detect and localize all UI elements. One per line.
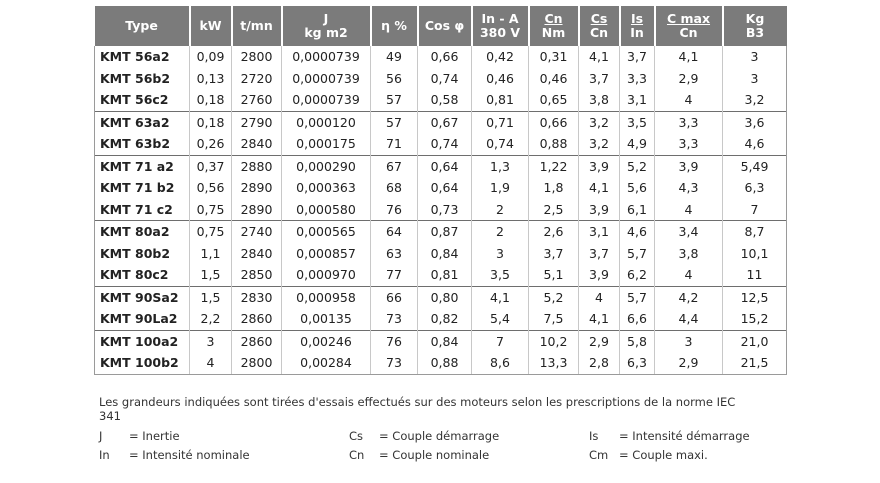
motor-type-cell: KMT 80a2 [95, 221, 190, 243]
table-cell: 0,000857 [282, 243, 371, 265]
table-cell: 5,7 [620, 286, 655, 308]
column-header [723, 6, 787, 46]
table-cell: 76 [371, 199, 418, 221]
column-header-line1: J [323, 11, 329, 26]
table-cell: 0,00246 [282, 330, 371, 352]
table-cell: 63 [371, 243, 418, 265]
table-cell: 57 [371, 89, 418, 111]
table-cell: 0,84 [418, 330, 472, 352]
table-cell: 0,000120 [282, 111, 371, 133]
column-header-line1: Cos φ [424, 18, 465, 33]
motor-type-cell: KMT 100a2 [95, 330, 190, 352]
column-header-line1: Type [125, 18, 158, 33]
table-cell: 4 [190, 352, 232, 374]
column-header [95, 6, 190, 46]
table-cell: 2,9 [655, 68, 723, 90]
table-cell: 4 [655, 89, 723, 111]
table-cell: 67 [371, 155, 418, 177]
table-cell: 3,3 [655, 133, 723, 155]
table-cell: 1,5 [190, 286, 232, 308]
table-cell: 5,6 [620, 177, 655, 199]
table-cell: 3,9 [579, 264, 620, 286]
table-cell: 2720 [232, 68, 282, 90]
table-cell: 2840 [232, 133, 282, 155]
table-cell: 12,5 [723, 286, 787, 308]
table-row [95, 221, 787, 243]
table-cell: 10,1 [723, 243, 787, 265]
table-cell: 3,7 [579, 68, 620, 90]
legend-abbr: Cn [349, 448, 365, 462]
table-cell: 0,88 [418, 352, 472, 374]
table-cell: 0,09 [190, 46, 232, 68]
table-cell: 0,0000739 [282, 68, 371, 90]
legend-def: = Intensité démarrage [619, 429, 750, 443]
column-header-line2: Cn [679, 25, 698, 40]
table-cell: 0,81 [418, 264, 472, 286]
table-cell: 5,8 [620, 330, 655, 352]
motor-type-cell: KMT 71 b2 [95, 177, 190, 199]
column-header [190, 6, 232, 46]
table-cell: 3,9 [579, 155, 620, 177]
table-cell: 6,6 [620, 308, 655, 330]
table-cell: 0,66 [418, 46, 472, 68]
table-cell: 0,81 [472, 89, 529, 111]
table-row [95, 264, 787, 286]
table-cell: 71 [371, 133, 418, 155]
motor-type-cell: KMT 71 c2 [95, 199, 190, 221]
table-cell: 0,000290 [282, 155, 371, 177]
table-cell: 6,3 [620, 352, 655, 374]
table-cell: 3,8 [655, 243, 723, 265]
column-header-line1: Cn [544, 11, 563, 26]
table-cell: 49 [371, 46, 418, 68]
table-cell: 1,8 [529, 177, 579, 199]
table-row [95, 199, 787, 221]
legend-inertia [99, 429, 180, 443]
table-cell: 2740 [232, 221, 282, 243]
table-cell: 0,000175 [282, 133, 371, 155]
column-header-line2: Cn [589, 25, 609, 40]
table-cell: 3,1 [579, 221, 620, 243]
table-cell: 3,7 [620, 46, 655, 68]
column-header-line2: B3 [745, 25, 765, 40]
column-header [282, 6, 371, 46]
table-cell: 0,64 [418, 155, 472, 177]
legend-nominal-current [99, 448, 250, 462]
table-cell: 4,6 [723, 133, 787, 155]
motor-type-cell: KMT 100b2 [95, 352, 190, 374]
table-body [95, 46, 787, 374]
table-cell: 2880 [232, 155, 282, 177]
table-cell: 4,6 [620, 221, 655, 243]
motor-type-cell: KMT 80b2 [95, 243, 190, 265]
table-cell: 4,1 [655, 46, 723, 68]
table-cell: 0,82 [418, 308, 472, 330]
table-cell: 3,2 [723, 89, 787, 111]
column-header-line1: η % [381, 18, 407, 33]
footnote: Les grandeurs indiquées sont tirées d'essais effectués sur des moteurs selon les prescriptions de la norme IEC 341 [99, 395, 736, 423]
table-cell: 7 [472, 330, 529, 352]
table-cell: 15,2 [723, 308, 787, 330]
table-cell: 0,88 [529, 133, 579, 155]
table-cell: 0,73 [418, 199, 472, 221]
table-cell: 7,5 [529, 308, 579, 330]
motor-type-cell: KMT 56a2 [95, 46, 190, 68]
table-cell: 0,000958 [282, 286, 371, 308]
legend-def: = Inertie [129, 429, 180, 443]
table-cell: 5,1 [529, 264, 579, 286]
motor-type-cell: KMT 63b2 [95, 133, 190, 155]
table-cell: 3,3 [655, 111, 723, 133]
motor-type-cell: KMT 90Sa2 [95, 286, 190, 308]
table-cell: 0,64 [418, 177, 472, 199]
table-row [95, 46, 787, 68]
legend-nominal-torque [349, 448, 489, 462]
table-cell: 6,2 [620, 264, 655, 286]
table-row [95, 330, 787, 352]
header-row [95, 6, 787, 46]
table-cell: 4,1 [579, 308, 620, 330]
table-cell: 2800 [232, 352, 282, 374]
column-header [232, 6, 282, 46]
table-cell: 5,2 [529, 286, 579, 308]
column-header [655, 6, 723, 46]
table-cell: 4,1 [579, 177, 620, 199]
table-cell: 0,75 [190, 199, 232, 221]
table-cell: 76 [371, 330, 418, 352]
table-cell: 3,1 [620, 89, 655, 111]
legend-def: = Couple maxi. [619, 448, 708, 462]
table-cell: 2 [472, 221, 529, 243]
table-cell: 0,46 [472, 68, 529, 90]
table-cell: 0,65 [529, 89, 579, 111]
column-header [529, 6, 579, 46]
column-header-line1: Is [630, 11, 644, 26]
table-cell: 3 [190, 330, 232, 352]
table-cell: 3 [723, 46, 787, 68]
motor-type-cell: KMT 63a2 [95, 111, 190, 133]
table-cell: 0,74 [418, 68, 472, 90]
table-row [95, 155, 787, 177]
table-cell: 2,5 [529, 199, 579, 221]
table-cell: 2890 [232, 199, 282, 221]
table-cell: 4,3 [655, 177, 723, 199]
legend-def: = Couple démarrage [379, 429, 500, 443]
table-cell: 5,7 [620, 243, 655, 265]
table-cell: 2,6 [529, 221, 579, 243]
table-row [95, 111, 787, 133]
table-cell: 1,22 [529, 155, 579, 177]
column-header-line2: kg m2 [304, 25, 348, 40]
table-cell: 3 [472, 243, 529, 265]
table-cell: 4,4 [655, 308, 723, 330]
table-cell: 0,000970 [282, 264, 371, 286]
table-row [95, 286, 787, 308]
table-cell: 2840 [232, 243, 282, 265]
table-cell: 73 [371, 352, 418, 374]
table-cell: 0,80 [418, 286, 472, 308]
table-cell: 3,7 [579, 243, 620, 265]
table-cell: 0,000363 [282, 177, 371, 199]
motor-type-cell: KMT 90La2 [95, 308, 190, 330]
table-cell: 6,1 [620, 199, 655, 221]
table-cell: 1,3 [472, 155, 529, 177]
table-cell: 0,46 [529, 68, 579, 90]
table-cell: 0,74 [472, 133, 529, 155]
table-cell: 0,26 [190, 133, 232, 155]
legend-abbr: Cm [589, 448, 609, 462]
table-cell: 0,18 [190, 111, 232, 133]
table-cell: 2 [472, 199, 529, 221]
table-cell: 3 [655, 330, 723, 352]
column-header-line1: C max [666, 11, 711, 26]
table-row [95, 133, 787, 155]
column-header-line2: In [630, 25, 644, 40]
table-cell: 0,0000739 [282, 46, 371, 68]
table-cell: 57 [371, 111, 418, 133]
motor-type-cell: KMT 80c2 [95, 264, 190, 286]
motor-type-cell: KMT 56c2 [95, 89, 190, 111]
column-header-line1: Cs [590, 11, 608, 26]
table-cell: 2,9 [655, 352, 723, 374]
legend-starting-current [589, 429, 750, 443]
table-cell: 0,00135 [282, 308, 371, 330]
column-header-line1: In - A [481, 11, 519, 26]
motor-type-cell: KMT 56b2 [95, 68, 190, 90]
table-cell: 73 [371, 308, 418, 330]
table-cell: 66 [371, 286, 418, 308]
table-cell: 5,49 [723, 155, 787, 177]
table-cell: 1,5 [190, 264, 232, 286]
table-cell: 3,3 [620, 68, 655, 90]
table-cell: 0,75 [190, 221, 232, 243]
table-cell: 7 [723, 199, 787, 221]
table-cell: 13,3 [529, 352, 579, 374]
table-cell: 2,8 [579, 352, 620, 374]
table-cell: 11 [723, 264, 787, 286]
table-cell: 3,6 [723, 111, 787, 133]
table-cell: 77 [371, 264, 418, 286]
table-cell: 5,4 [472, 308, 529, 330]
table-cell: 0,000565 [282, 221, 371, 243]
table-cell: 3,9 [655, 155, 723, 177]
table-cell: 0,37 [190, 155, 232, 177]
table-cell: 4,1 [472, 286, 529, 308]
table-cell: 21,5 [723, 352, 787, 374]
table-cell: 3,5 [472, 264, 529, 286]
table-cell: 2,9 [579, 330, 620, 352]
table-cell: 2,2 [190, 308, 232, 330]
table-cell: 8,7 [723, 221, 787, 243]
table-cell: 2760 [232, 89, 282, 111]
table-cell: 4,1 [579, 46, 620, 68]
table-cell: 56 [371, 68, 418, 90]
table-cell: 0,18 [190, 89, 232, 111]
column-header-line1: kW [199, 18, 222, 33]
table-cell: 3,4 [655, 221, 723, 243]
table-cell: 3,2 [579, 133, 620, 155]
column-header-line2: Nm [541, 25, 566, 40]
table-row [95, 89, 787, 111]
table-row [95, 177, 787, 199]
table-cell: 3,2 [579, 111, 620, 133]
legend-starting-torque [349, 429, 499, 443]
table-cell: 2860 [232, 330, 282, 352]
table-cell: 3,7 [529, 243, 579, 265]
table-cell: 21,0 [723, 330, 787, 352]
table-cell: 0,67 [418, 111, 472, 133]
table-cell: 2890 [232, 177, 282, 199]
column-header-line2: 380 V [479, 25, 521, 40]
motor-spec-table [94, 6, 787, 375]
column-header [371, 6, 418, 46]
table-header [95, 6, 787, 46]
table-cell: 0,71 [472, 111, 529, 133]
table-cell: 2850 [232, 264, 282, 286]
column-header [620, 6, 655, 46]
table-row [95, 68, 787, 90]
table-cell: 8,6 [472, 352, 529, 374]
table-cell: 0,31 [529, 46, 579, 68]
table-cell: 68 [371, 177, 418, 199]
table-cell: 0,74 [418, 133, 472, 155]
column-header-line1: t/mn [240, 18, 273, 33]
legend-abbr: Is [589, 429, 599, 443]
column-header [579, 6, 620, 46]
legend-def: = Couple nominale [379, 448, 490, 462]
table-cell: 10,2 [529, 330, 579, 352]
table-cell: 0,58 [418, 89, 472, 111]
table-cell: 0,00284 [282, 352, 371, 374]
table-row [95, 243, 787, 265]
legend-abbr: Cs [349, 429, 364, 443]
table-cell: 0,42 [472, 46, 529, 68]
table-cell: 0,13 [190, 68, 232, 90]
table-cell: 4 [655, 199, 723, 221]
legend-abbr: J [99, 429, 103, 443]
table-cell: 4 [655, 264, 723, 286]
table-cell: 0,87 [418, 221, 472, 243]
table-cell: 4,2 [655, 286, 723, 308]
table-cell: 0,000580 [282, 199, 371, 221]
column-header-line1: Kg [745, 11, 765, 26]
table-cell: 4 [579, 286, 620, 308]
table-cell: 2790 [232, 111, 282, 133]
table-cell: 2830 [232, 286, 282, 308]
legend-abbr: In [99, 448, 110, 462]
table-row [95, 352, 787, 374]
table-cell: 0,84 [418, 243, 472, 265]
table-row [95, 308, 787, 330]
table-cell: 3 [723, 68, 787, 90]
table-cell: 0,56 [190, 177, 232, 199]
column-header [472, 6, 529, 46]
table-cell: 4,9 [620, 133, 655, 155]
table-cell: 0,66 [529, 111, 579, 133]
motor-type-cell: KMT 71 a2 [95, 155, 190, 177]
table-cell: 0,0000739 [282, 89, 371, 111]
table-cell: 3,9 [579, 199, 620, 221]
table-cell: 5,2 [620, 155, 655, 177]
legend-def: = Intensité nominale [129, 448, 250, 462]
table-cell: 64 [371, 221, 418, 243]
legend-max-torque [589, 448, 708, 462]
table-cell: 2860 [232, 308, 282, 330]
table-cell: 3,8 [579, 89, 620, 111]
table-cell: 2800 [232, 46, 282, 68]
table-cell: 6,3 [723, 177, 787, 199]
table-cell: 1,9 [472, 177, 529, 199]
column-header [418, 6, 472, 46]
table-cell: 1,1 [190, 243, 232, 265]
table-cell: 3,5 [620, 111, 655, 133]
